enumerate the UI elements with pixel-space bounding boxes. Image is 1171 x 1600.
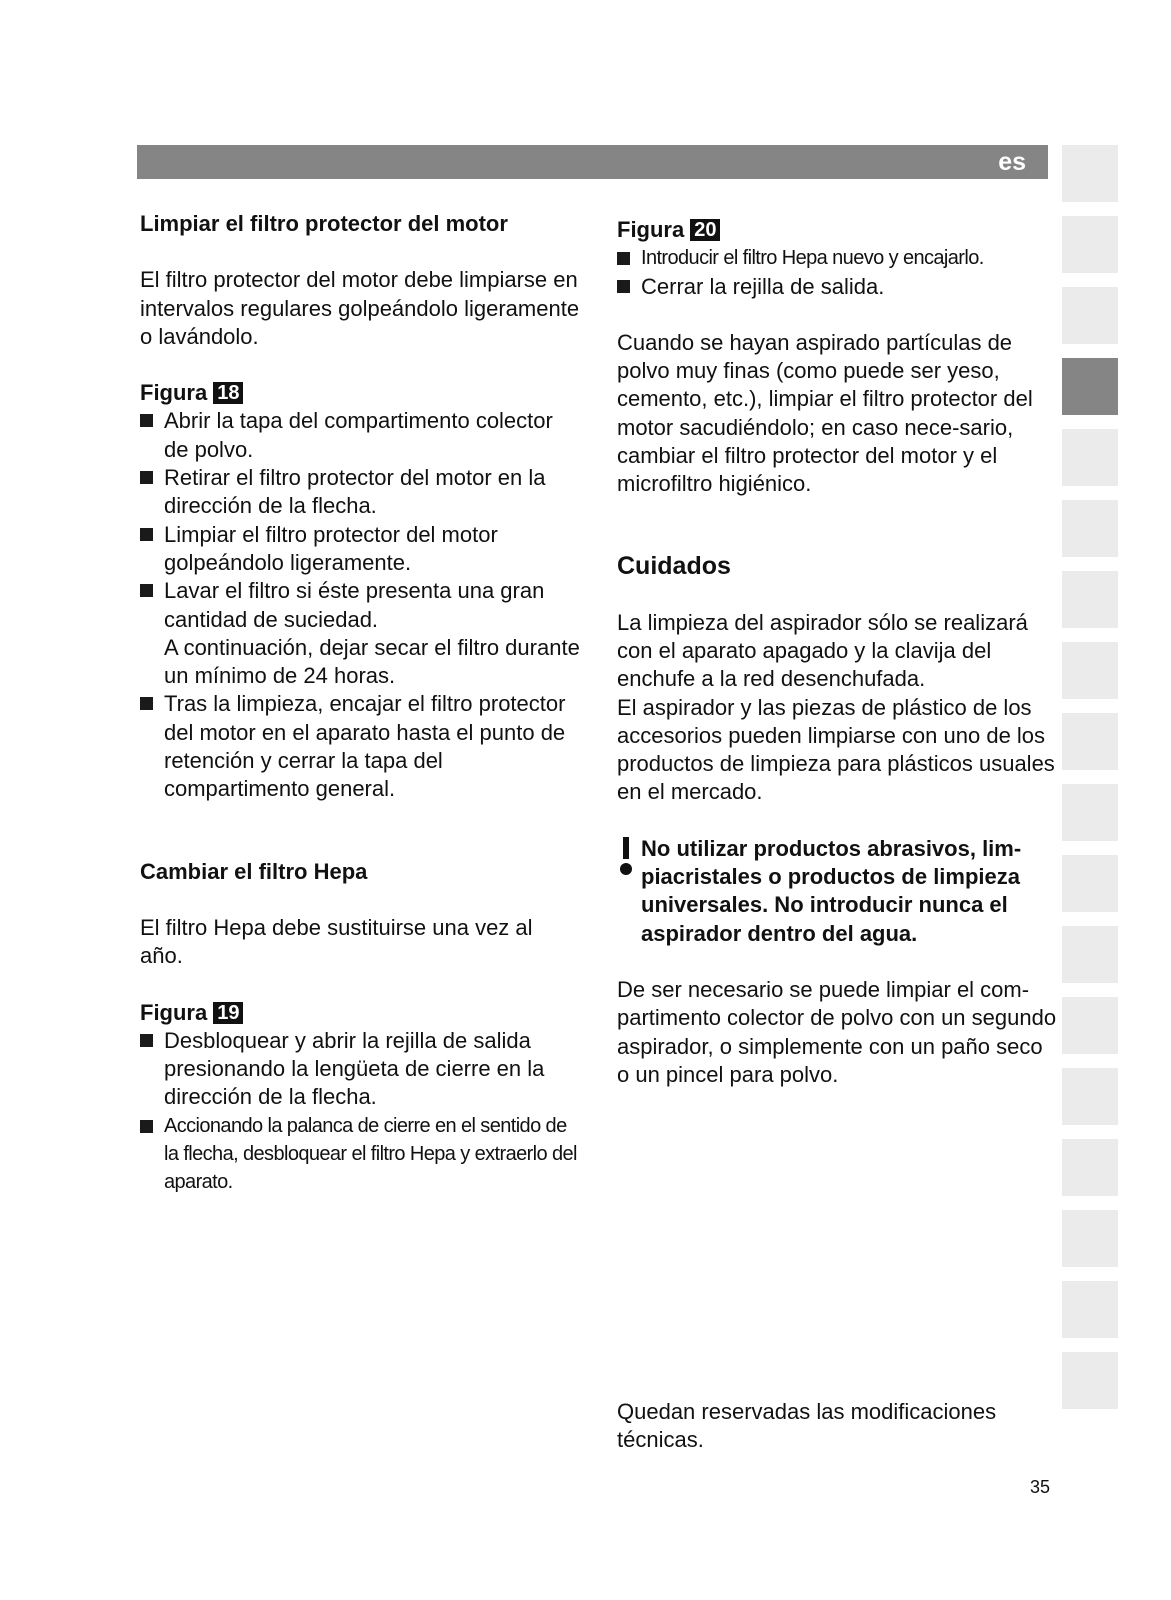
side-tab xyxy=(1062,1352,1118,1409)
figure-word: Figura xyxy=(140,999,208,1025)
side-tab xyxy=(1062,642,1118,699)
side-tab xyxy=(1062,855,1118,912)
side-tab-active xyxy=(1062,358,1118,415)
section-title-motor-filter: Limpiar el filtro protector del motor xyxy=(140,211,508,236)
list-item: Tras la limpieza, encajar el filtro protector del motor en el aparato hasta el punto de retención y cerrar la tapa del compartimento general. xyxy=(140,690,580,803)
side-tab xyxy=(1062,216,1118,273)
list-item: Retirar el filtro protector del motor en la dirección de la flecha. xyxy=(140,464,580,521)
list-item: Introducir el filtro Hepa nuevo y encajarlo. xyxy=(617,244,1057,272)
side-tab xyxy=(1062,1139,1118,1196)
right-column xyxy=(617,216,1057,1089)
figure-number-badge: 20 xyxy=(690,219,720,241)
care-paragraph-2: El aspirador y las piezas de plástico de los accesorios pueden limpiarse con uno de los productos de limpieza para plásticos usuales en el mercado. xyxy=(617,694,1055,805)
bullet-square-icon xyxy=(140,697,153,710)
motor-filter-intro: El filtro protector del motor debe limpiarse en intervalos regulares golpeándolo ligeramente o lavándolo. xyxy=(140,267,580,349)
figure-number-badge: 19 xyxy=(213,1002,243,1024)
side-tab xyxy=(1062,997,1118,1054)
list-item: Abrir la tapa del compartimento colector de polvo. xyxy=(140,407,580,464)
page-number: 35 xyxy=(1030,1477,1051,1497)
list-item: Lavar el filtro si éste presenta una gran cantidad de suciedad. A continuación, dejar secar el filtro durante un mínimo de 24 horas. xyxy=(140,577,580,690)
fine-dust-paragraph: Cuando se hayan aspirado partículas de polvo muy finas (como puede ser yeso, cemento, etc.), limpiar el filtro protector del motor sacudiéndolo; en caso nece-sario, cambiar el filtro protector del motor y el microfiltro higiénico. xyxy=(617,329,1033,497)
hepa-intro: El filtro Hepa debe sustituirse una vez al año. xyxy=(140,914,533,969)
list-item: Cerrar la rejilla de salida. xyxy=(617,273,1057,301)
bullet-square-icon xyxy=(617,252,630,265)
warning-note: No utilizar productos abrasivos, lim-piacristales o productos de limpieza universales. No introducir nunca el aspirador dentro del agua. xyxy=(617,835,1057,948)
bullet-square-icon xyxy=(140,414,153,427)
header-bar xyxy=(137,145,1048,179)
side-tab xyxy=(1062,145,1118,202)
side-tab xyxy=(1062,571,1118,628)
figure-label-20 xyxy=(617,216,1057,244)
list-item-continuation: A continuación, dejar secar el filtro durante un mínimo de 24 horas. xyxy=(164,634,580,689)
figure-number-badge: 18 xyxy=(213,382,243,404)
footer-note: Quedan reservadas las modificaciones técnicas. xyxy=(617,1399,997,1453)
figure-20-steps xyxy=(617,244,1057,301)
figure-label-18 xyxy=(140,379,580,407)
exclamation-icon xyxy=(619,837,633,881)
figure-19-steps xyxy=(140,1027,580,1197)
list-item: Desbloquear y abrir la rejilla de salida presionando la lengüeta de cierre en la dirección de la flecha. xyxy=(140,1027,580,1112)
side-tab xyxy=(1062,784,1118,841)
figure-word: Figura xyxy=(617,217,685,242)
bullet-square-icon xyxy=(140,471,153,484)
care-paragraph-3: De ser necesario se puede limpiar el com-partimento colector de polvo con un segundo aspirador, o simplemente con un paño seco o un pincel para polvo. xyxy=(617,976,1057,1087)
language-label: es xyxy=(998,148,1026,176)
section-title-care: Cuidados xyxy=(617,551,731,580)
side-tab xyxy=(1062,500,1118,557)
section-title-hepa: Cambiar el filtro Hepa xyxy=(140,858,368,884)
list-item: Limpiar el filtro protector del motor golpeándolo ligeramente. xyxy=(140,521,580,578)
list-item: Accionando la palanca de cierre en el sentido de la flecha, desbloquear el filtro Hepa y extraerlo del aparato. xyxy=(140,1112,580,1197)
bullet-square-icon xyxy=(140,1034,153,1047)
side-tab xyxy=(1062,713,1118,770)
side-tab xyxy=(1062,1068,1118,1125)
bullet-square-icon xyxy=(617,280,630,293)
figure-label-19 xyxy=(140,999,580,1027)
side-tab xyxy=(1062,1210,1118,1267)
bullet-square-icon xyxy=(140,528,153,541)
bullet-square-icon xyxy=(140,1120,153,1133)
bullet-square-icon xyxy=(140,584,153,597)
side-tab xyxy=(1062,429,1118,486)
left-column xyxy=(140,210,580,1197)
side-tab xyxy=(1062,926,1118,983)
side-tabs xyxy=(1062,145,1118,1423)
care-paragraph-1: La limpieza del aspirador sólo se realizará con el aparato apagado y la clavija del enchufe a la red desenchufada. xyxy=(617,609,1028,692)
side-tab xyxy=(1062,287,1118,344)
side-tab xyxy=(1062,1281,1118,1338)
figure-word: Figura xyxy=(140,380,208,406)
figure-18-steps xyxy=(140,407,580,803)
